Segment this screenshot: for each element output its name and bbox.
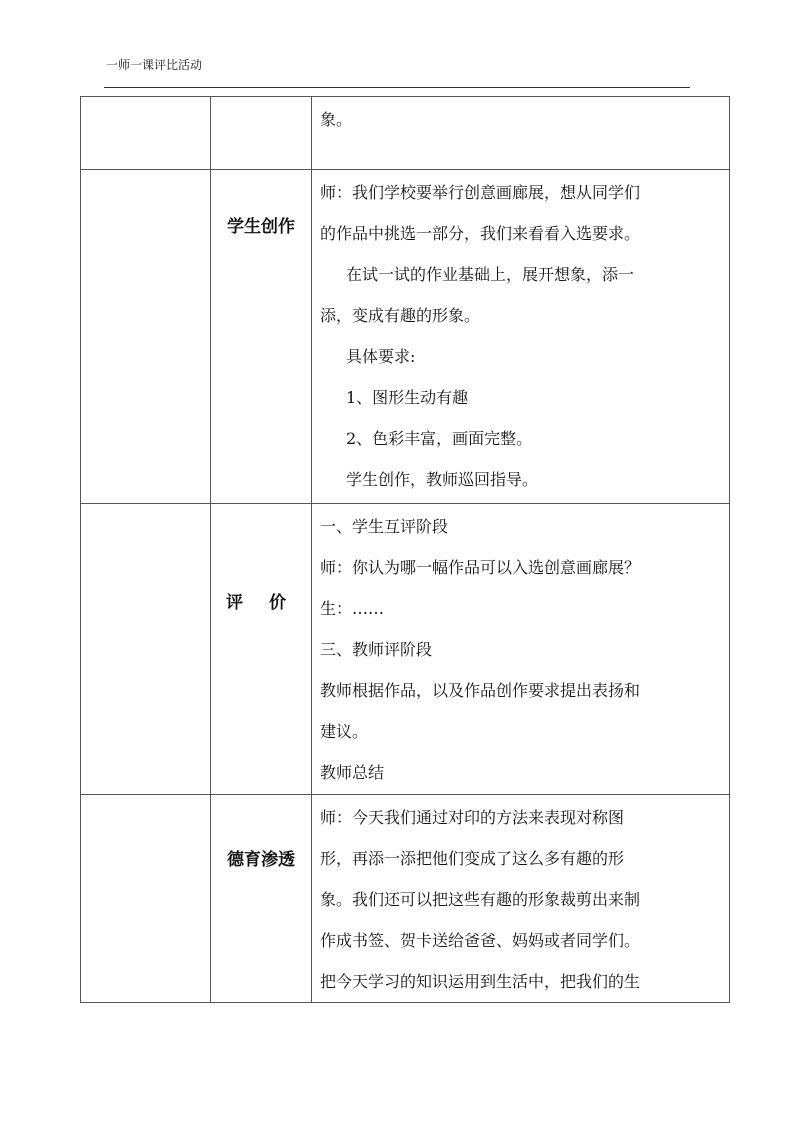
content-line: 师：我们学校要举行创意画廊展，想从同学们 xyxy=(320,183,641,202)
table-row xyxy=(81,170,730,504)
content-line: 建议。 xyxy=(320,722,369,741)
content-line: 在试一试的作业基础上，展开想象，添一 xyxy=(346,265,635,284)
content-line: 象。 xyxy=(320,110,353,129)
header-title: 一师一课评比活动 xyxy=(106,58,203,72)
content-line: 作成书签、贺卡送给爸爸、妈妈或者同学们。 xyxy=(320,931,641,950)
content-line: 教师根据作品，以及作品创作要求提出表扬和 xyxy=(320,681,641,700)
table-cell-blank xyxy=(81,97,211,170)
table-row xyxy=(81,504,730,795)
table-row xyxy=(81,97,730,170)
content-line: 师：你认为哪一幅作品可以入选创意画廊展？ xyxy=(320,558,641,577)
content-line: 象。我们还可以把这些有趣的形象裁剪出来制 xyxy=(320,890,641,909)
lesson-table xyxy=(80,96,730,1003)
table-cell-blank xyxy=(81,170,211,504)
content-line: 生：…… xyxy=(320,599,385,618)
section-label-text: 评 价 xyxy=(226,593,296,613)
section-content xyxy=(312,170,730,504)
content-line: 形，再添一添把他们变成了这么多有趣的形 xyxy=(320,849,625,868)
content-line: 把今天学习的知识运用到生活中，把我们的生 xyxy=(320,972,641,991)
section-label: 学生创作 xyxy=(211,170,312,504)
section-content xyxy=(312,795,730,1003)
content-line: 教师总结 xyxy=(320,763,385,782)
content-line: 师：今天我们通过对印的方法来表现对称图 xyxy=(320,808,625,827)
section-label: 德育渗透 xyxy=(211,795,312,1003)
content-line: 具体要求: xyxy=(346,347,416,366)
section-label xyxy=(211,97,312,170)
table-cell-blank xyxy=(81,795,211,1003)
section-content xyxy=(312,97,730,170)
content-line: 1、图形生动有趣 xyxy=(346,388,469,407)
content-line: 添，变成有趣的形象。 xyxy=(320,306,481,325)
content-line: 一、学生互评阶段 xyxy=(320,517,449,536)
table-row xyxy=(81,795,730,1003)
content-line: 的作品中挑选一部分，我们来看看入选要求。 xyxy=(320,224,641,243)
content-line: 2、色彩丰富，画面完整。 xyxy=(346,429,533,448)
header-divider xyxy=(104,87,690,88)
table-cell-blank xyxy=(81,504,211,795)
section-content xyxy=(312,504,730,795)
section-label xyxy=(211,504,312,795)
content-line: 三、教师评阶段 xyxy=(320,640,433,659)
content-line: 学生创作，教师巡回指导。 xyxy=(346,470,539,489)
